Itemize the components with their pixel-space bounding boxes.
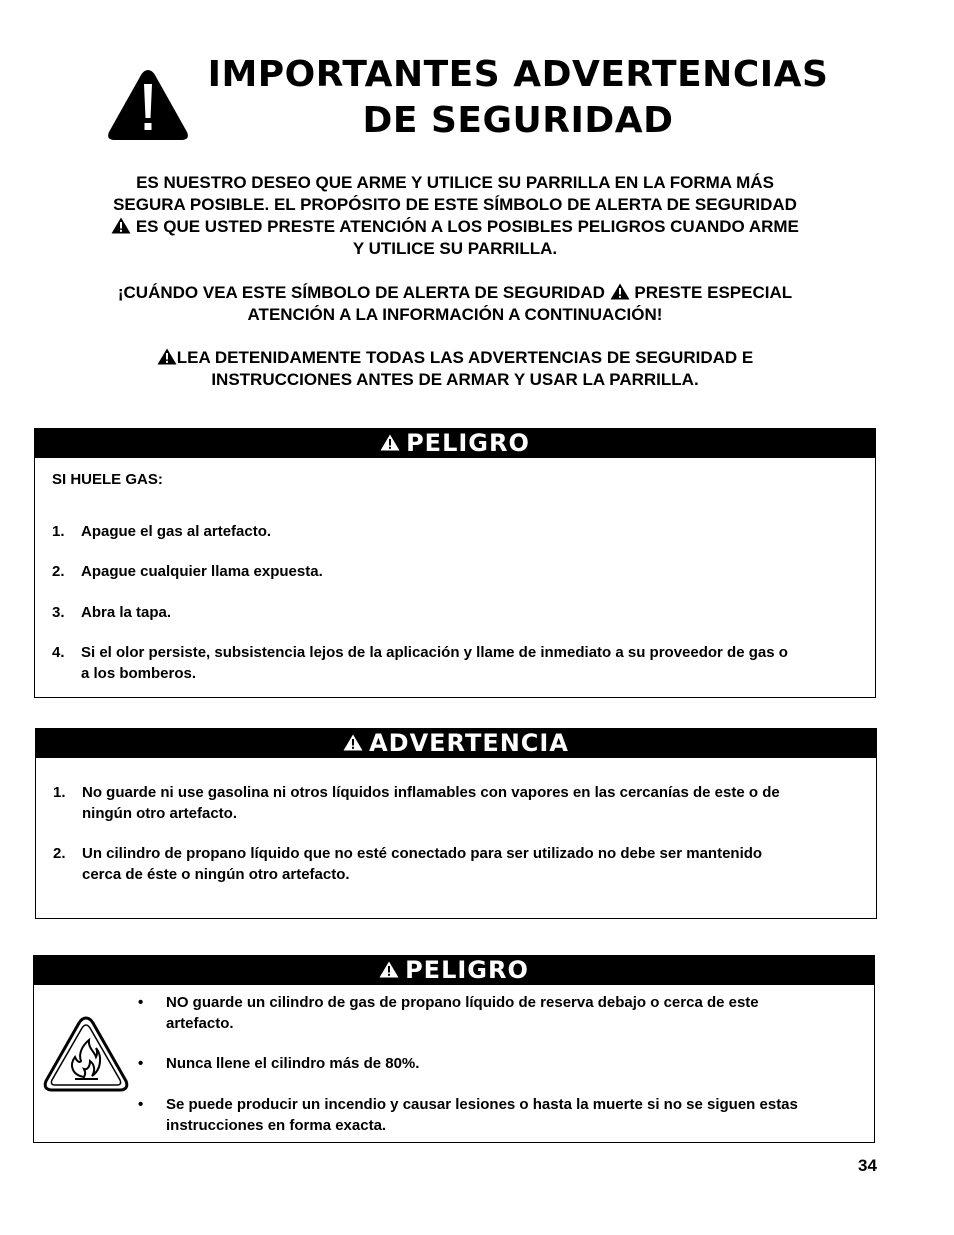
list-item (52, 642, 872, 684)
page-number: 34 (858, 1156, 877, 1175)
item-number: 1. (52, 523, 65, 540)
item-number: 1. (53, 784, 66, 801)
list-item (53, 843, 873, 885)
list-item (138, 1094, 868, 1136)
danger-header-label: PELIGRO (405, 956, 529, 984)
intro-text: LEA DETENIDAMENTE TODAS LAS ADVERTENCIAS DE SEGURIDAD E (176, 348, 754, 367)
item-number: 2. (53, 845, 66, 862)
intro-paragraph-1 (60, 172, 850, 260)
item-text: Nunca llene el cilindro más de 80%. (166, 1055, 420, 1072)
alert-symbol-icon (379, 961, 399, 978)
bullet: • (138, 1055, 144, 1072)
danger-header (34, 956, 874, 985)
intro-line: ATENCIÓN A LA INFORMACIÓN A CONTINUACIÓN! (247, 305, 663, 324)
danger-header (35, 429, 875, 458)
item-text: artefacto. (166, 1015, 234, 1032)
alert-symbol-icon (610, 283, 630, 300)
alert-symbol-icon (111, 217, 131, 234)
item-text: NO guarde un cilindro de gas de propano líquido de reserva debajo o cerca de este (166, 994, 759, 1011)
item-text: a los bomberos. (81, 665, 197, 682)
gas-subhead: SI HUELE GAS: (52, 471, 163, 488)
item-number: 4. (52, 644, 65, 661)
item-text: No guarde ni use gasolina ni otros líquidos inflamables con vapores en las cercanías de este o de (82, 784, 780, 801)
warning-header (36, 729, 876, 758)
intro-line (60, 282, 850, 304)
intro-line: INSTRUCCIONES ANTES DE ARMAR Y USAR LA PARRILLA. (211, 370, 699, 389)
intro-line (60, 347, 850, 369)
intro-paragraph-3 (60, 347, 850, 391)
title-line-2: DE SEGURIDAD (362, 100, 674, 141)
item-text: Apague cualquier llama expuesta. (81, 563, 323, 580)
danger-box-gas (34, 428, 876, 698)
item-number: 2. (52, 563, 65, 580)
bullet: • (138, 1096, 144, 1113)
alert-symbol-icon (157, 348, 177, 365)
item-number: 3. (52, 604, 65, 621)
item-text: cerca de éste o ningún otro artefacto. (82, 866, 350, 883)
danger-box-cylinder (33, 955, 875, 1143)
intro-text: PRESTE ESPECIAL (634, 283, 793, 302)
list-item (53, 782, 873, 824)
item-text: ningún otro artefacto. (82, 805, 237, 822)
item-text: Abra la tapa. (81, 604, 172, 621)
intro-line: SEGURA POSIBLE. EL PROPÓSITO DE ESTE SÍMBOLO DE ALERTA DE SEGURIDAD (113, 195, 797, 214)
fire-hazard-icon (42, 1015, 130, 1093)
alert-symbol-icon (380, 434, 400, 451)
danger-header-label: PELIGRO (406, 429, 530, 457)
intro-line (60, 216, 850, 238)
item-text: Apague el gas al artefacto. (81, 523, 272, 540)
alert-symbol-icon (343, 734, 363, 751)
item-text: instrucciones en forma exacta. (166, 1117, 387, 1134)
warning-box (35, 728, 877, 919)
intro-paragraph-2 (60, 282, 850, 326)
warning-triangle-icon (105, 66, 191, 144)
item-text: Se puede producir un incendio y causar lesiones o hasta la muerte si no se siguen estas (166, 1096, 798, 1113)
page-title (180, 52, 856, 144)
title-line-1: IMPORTANTES ADVERTENCIAS (207, 54, 829, 95)
item-text: Un cilindro de propano líquido que no esté conectado para ser utilizado no debe ser mantenido (82, 845, 763, 862)
bullet: • (138, 994, 144, 1011)
intro-text: ES QUE USTED PRESTE ATENCIÓN A LOS POSIBLES PELIGROS CUANDO ARME (135, 217, 799, 236)
intro-line: Y UTILICE SU PARRILLA. (352, 239, 558, 258)
intro-text: ¡CUÁNDO VEA ESTE SÍMBOLO DE ALERTA DE SEGURIDAD (117, 283, 605, 302)
warning-header-label: ADVERTENCIA (369, 729, 569, 757)
item-text: Si el olor persiste, subsistencia lejos de la aplicación y llame de inmediato a su proveedor de gas o (81, 644, 788, 661)
list-item (138, 992, 868, 1034)
intro-line: ES NUESTRO DESEO QUE ARME Y UTILICE SU PARRILLA EN LA FORMA MÁS (136, 173, 774, 192)
